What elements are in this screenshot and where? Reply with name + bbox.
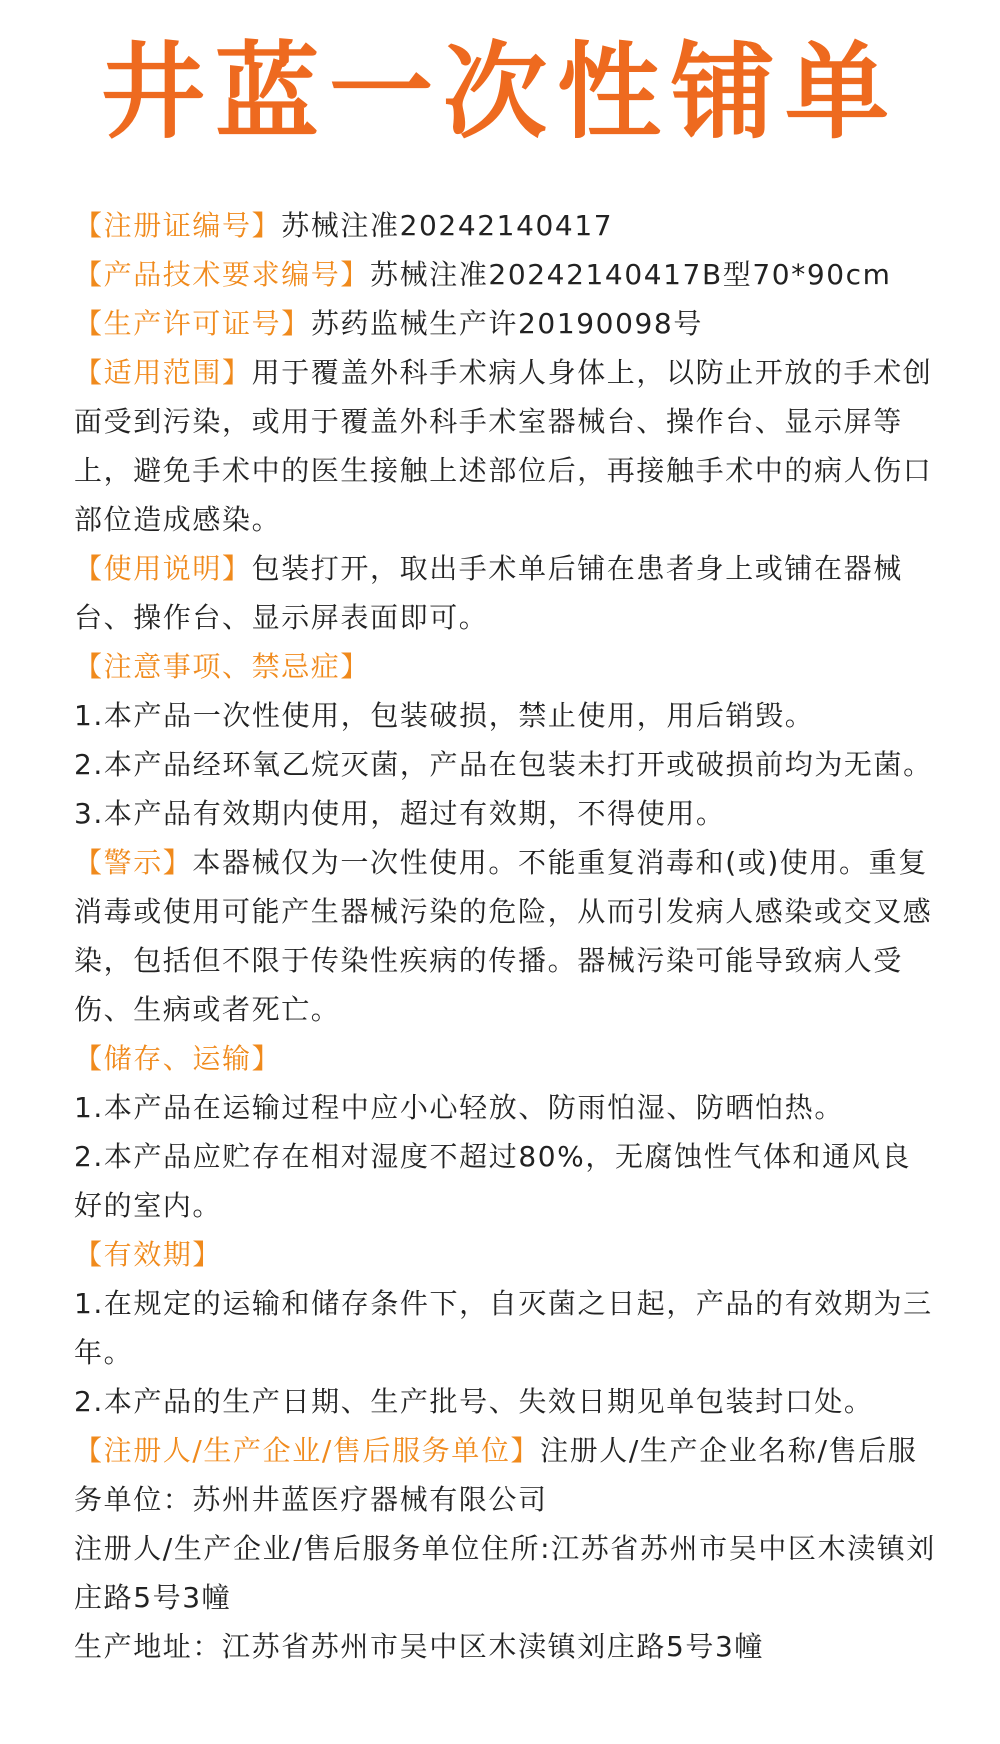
registration-label: 【注册证编号】	[74, 209, 282, 242]
product-info-body	[74, 201, 936, 1671]
production-license-label: 【生产许可证号】	[74, 307, 311, 340]
usage-row	[74, 544, 936, 642]
precautions-item: 3.本产品有效期内使用，超过有效期，不得使用。	[74, 797, 726, 830]
product-title: 井蓝一次性铺单	[100, 31, 899, 153]
tech-requirement-label: 【产品技术要求编号】	[74, 258, 371, 291]
registrant-address: 注册人/生产企业/售后服务单位住所:江苏省苏州市吴中区木渎镇刘庄路5号3幢	[74, 1532, 936, 1614]
production-license-row	[74, 299, 936, 348]
warning-label: 【警示】	[74, 846, 193, 879]
usage-label: 【使用说明】	[74, 552, 252, 585]
storage-item: 1.本产品在运输过程中应小心轻放、防雨怕湿、防晒怕热。	[74, 1091, 844, 1124]
scope-value: 用于覆盖外科手术病人身体上，以防止开放的手术创面受到污染，或用于覆盖外科手术室器械台、操作台、显示屏等上，避免手术中的医生接触上述部位后，再接触手术中的病人伤口部位造成感染。	[74, 356, 933, 536]
precautions-item: 2.本产品经环氧乙烷灭菌，产品在包装未打开或破损前均为无菌。	[74, 748, 933, 781]
scope-label: 【适用范围】	[74, 356, 252, 389]
registrant-value: 注册人/生产企业名称/售后服务单位：苏州井蓝医疗器械有限公司	[74, 1434, 918, 1516]
tech-requirement-value: 苏械注准20242140417B型70*90cm	[370, 258, 892, 291]
warning-value: 本器械仅为一次性使用。不能重复消毒和(或)使用。重复消毒或使用可能产生器械污染的危险，从而引发病人感染或交叉感染，包括但不限于传染性疾病的传播。器械污染可能导致病人受伤、生病或者死亡。	[74, 846, 933, 1026]
scope-row	[74, 348, 936, 544]
registrant-label: 【注册人/生产企业/售后服务单位】	[74, 1434, 541, 1467]
production-license-value: 苏药监械生产许20190098号	[310, 307, 703, 340]
storage-label: 【储存、运输】	[74, 1042, 282, 1075]
registration-row	[74, 201, 936, 250]
precautions-item: 1.本产品一次性使用，包装破损，禁止使用，用后销毁。	[74, 699, 815, 732]
production-address: 生产地址：江苏省苏州市吴中区木渎镇刘庄路5号3幢	[74, 1630, 765, 1663]
usage-value: 包装打开，取出手术单后铺在患者身上或铺在器械台、操作台、显示屏表面即可。	[74, 552, 903, 634]
storage-item: 2.本产品应贮存在相对湿度不超过80%，无腐蚀性气体和通风良好的室内。	[74, 1140, 911, 1222]
precautions-label: 【注意事项、禁忌症】	[74, 650, 371, 683]
validity-item: 2.本产品的生产日期、生产批号、失效日期见单包装封口处。	[74, 1385, 874, 1418]
validity-label: 【有效期】	[74, 1238, 223, 1271]
tech-requirement-row	[74, 250, 936, 299]
registrant-row	[74, 1426, 936, 1524]
registration-value: 苏械注准20242140417	[281, 209, 614, 242]
validity-item: 1.在规定的运输和储存条件下，自灭菌之日起，产品的有效期为三年。	[74, 1287, 933, 1369]
warning-row	[74, 838, 936, 1034]
